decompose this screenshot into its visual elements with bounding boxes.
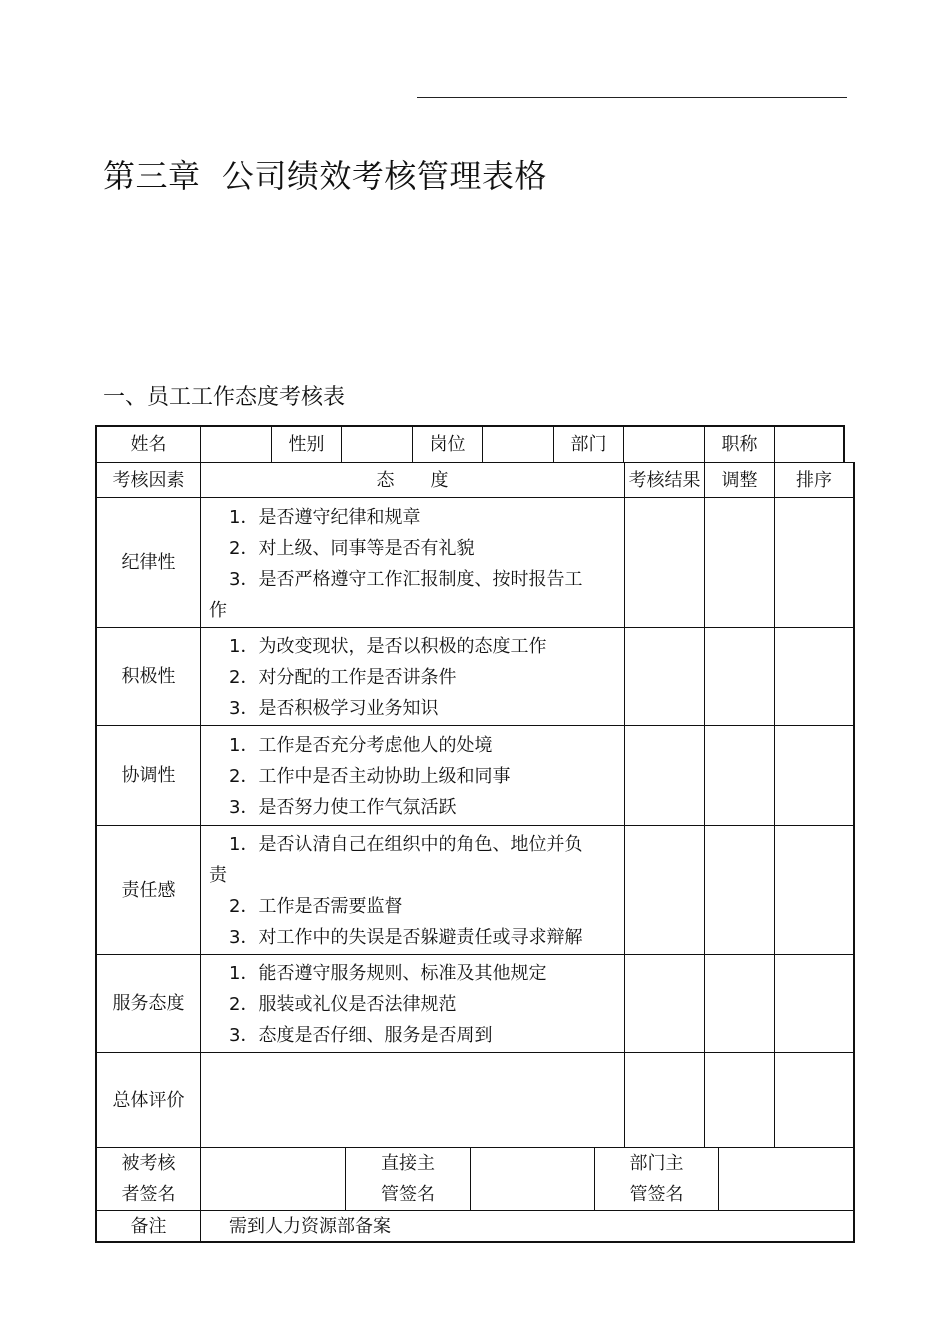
table-line: [96, 1210, 855, 1211]
table-border-bottom: [96, 1241, 855, 1243]
criteria-item: 3．是否积极学习业务知识: [229, 698, 439, 719]
criteria-item: 1．能否遵守服务规则、标准及其他规定: [229, 963, 547, 984]
factor-column-header: 考核因素: [112, 469, 185, 491]
criteria-item: 3．是否严格遵守工作汇报制度、按时报告工: [229, 569, 583, 590]
position-label: 岗位: [429, 434, 466, 455]
table-line: [96, 627, 855, 628]
sig-label-line: 部门主: [629, 1153, 684, 1174]
chapter-title: 第三章 公司绩效考核管理表格: [103, 157, 547, 195]
gender-field[interactable]: [342, 427, 412, 462]
factor-responsibility: 责任感: [121, 879, 176, 901]
adjust-column-header: 调整: [721, 469, 758, 491]
criteria-item: 3．是否努力使工作气氛活跃: [229, 797, 457, 818]
table-line: [96, 497, 855, 498]
rank-column-header: 排序: [796, 469, 832, 491]
table-line: [624, 462, 625, 1147]
name-label: 姓名: [130, 434, 167, 455]
table-line: [96, 825, 855, 826]
criteria-item: 作: [209, 600, 227, 621]
table-border-right: [853, 462, 855, 1243]
factor-initiative: 积极性: [121, 666, 176, 687]
overall-evaluation-label: 总体评价: [112, 1089, 185, 1111]
assessee-signature-label: [97, 1148, 200, 1210]
supervisor-signature-field[interactable]: [471, 1148, 594, 1210]
section-title: 一、员工工作态度考核表: [103, 385, 346, 410]
criteria-item: 1．为改变现状，是否以积极的态度工作: [229, 636, 547, 657]
overall-evaluation-field[interactable]: [201, 1053, 624, 1147]
responsibility-criteria: [209, 829, 619, 953]
sig-label-line: 管签名: [629, 1184, 684, 1205]
supervisor-signature-label: [346, 1148, 470, 1210]
discipline-criteria: [209, 502, 619, 626]
service-attitude-criteria: [209, 958, 619, 1051]
criteria-item: 2．工作中是否主动协助上级和同事: [229, 766, 511, 787]
table-line: [96, 954, 855, 955]
criteria-item: 2．对上级、同事等是否有礼貌: [229, 538, 475, 559]
title-label: 职称: [721, 434, 758, 455]
sig-label-line: 直接主: [381, 1153, 435, 1174]
remark-label: 备注: [130, 1215, 167, 1237]
result-column-header: 考核结果: [628, 469, 701, 491]
table-line: [96, 725, 855, 726]
criteria-item: 2．工作是否需要监督: [229, 896, 403, 917]
criteria-item: 2．对分配的工作是否讲条件: [229, 667, 457, 688]
factor-coordination: 协调性: [121, 765, 176, 786]
criteria-item: 1．工作是否充分考虑他人的处境: [229, 735, 493, 756]
criteria-item: 责: [209, 865, 227, 886]
position-field[interactable]: [483, 427, 553, 462]
name-field[interactable]: [201, 427, 271, 462]
criteria-item: 3．对工作中的失误是否躲避责任或寻求辩解: [229, 927, 583, 948]
sig-label-line: 者签名: [121, 1184, 176, 1205]
department-label: 部门: [570, 434, 607, 455]
table-line: [774, 462, 775, 1147]
department-field[interactable]: [624, 427, 704, 462]
table-line: [704, 462, 705, 1147]
table-border-right: [843, 425, 845, 463]
criteria-item: 1．是否认清自己在组织中的角色、地位并负: [229, 834, 583, 855]
sig-label-line: 管签名: [381, 1184, 435, 1205]
title-field[interactable]: [775, 427, 843, 462]
criteria-item: 3．态度是否仔细、服务是否周到: [229, 1025, 493, 1046]
gender-label: 性别: [288, 434, 325, 455]
dept-head-signature-field[interactable]: [719, 1148, 853, 1210]
factor-discipline: 纪律性: [121, 552, 176, 573]
assessee-signature-field[interactable]: [201, 1148, 345, 1210]
initiative-criteria: [209, 631, 619, 724]
dept-head-signature-label: [595, 1148, 718, 1210]
criteria-item: 1．是否遵守纪律和规章: [229, 507, 421, 528]
factor-service-attitude: 服务态度: [112, 993, 185, 1014]
attitude-column-header: 态 度: [376, 469, 449, 491]
header-rule: [417, 97, 847, 98]
coordination-criteria: [209, 730, 619, 823]
sig-label-line: 被考核: [121, 1153, 176, 1174]
remark-text: 需到人力资源部备案: [229, 1216, 391, 1237]
criteria-item: 2．服装或礼仪是否法律规范: [229, 994, 457, 1015]
